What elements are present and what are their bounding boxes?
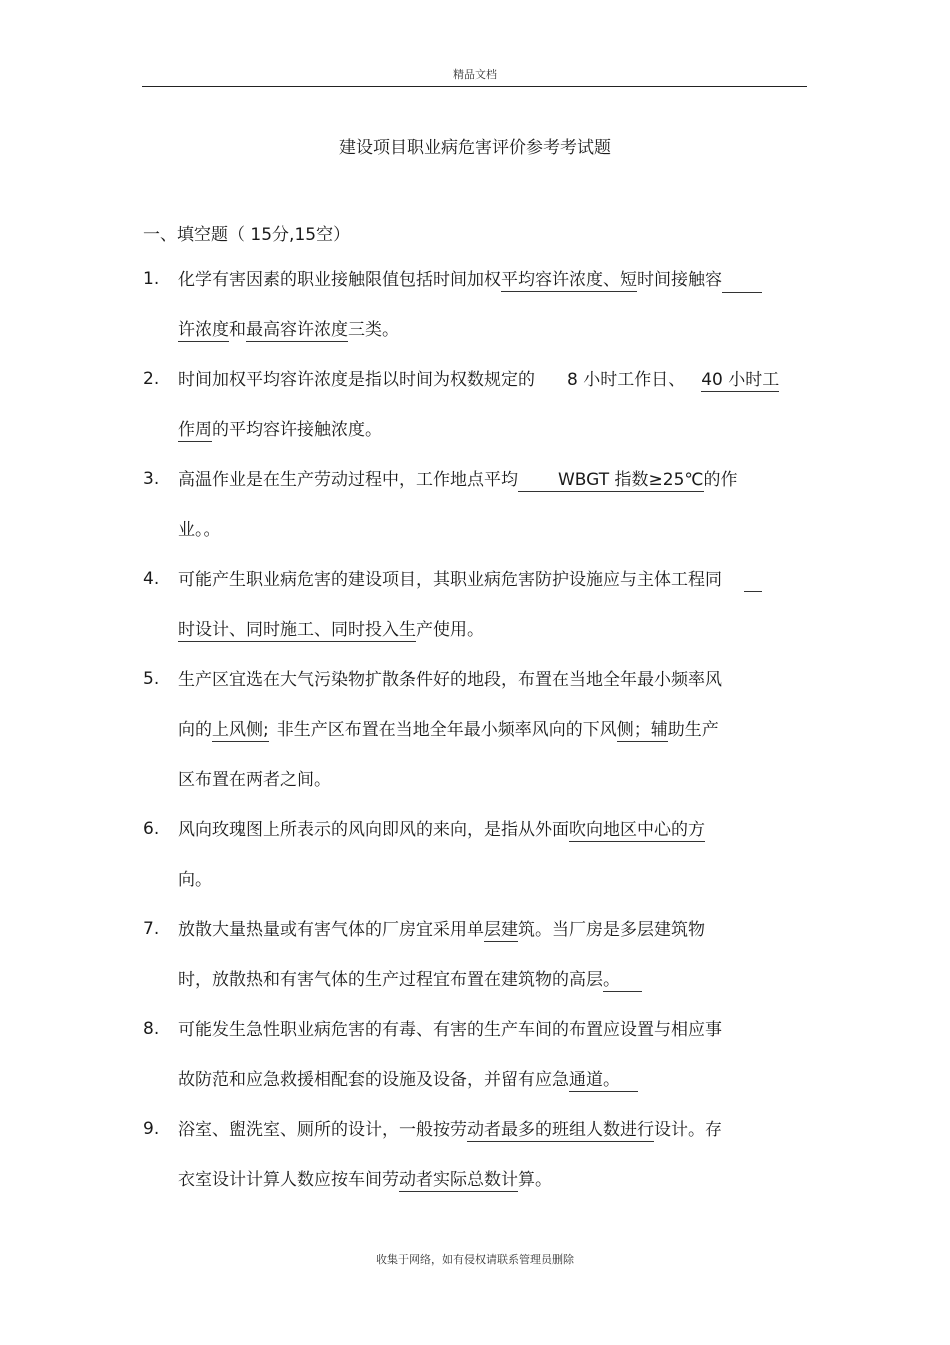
answer-blank: 吹向地区中心的方: [569, 820, 705, 840]
question-number: 3.: [143, 469, 160, 489]
answer-blank: 侧；辅: [616, 720, 668, 740]
question-3-line-1: 高温作业是在生产劳动过程中，工作地点平均 WBGT 指数≥25℃的作: [178, 470, 738, 490]
question-7-line-2: 时，放散热和有害气体的生产过程宜布置在建筑物的高层。: [178, 968, 642, 992]
question-number: 8.: [143, 1019, 160, 1039]
answer-blank: 最高容许浓度: [246, 320, 348, 340]
question-2-line-2: 作周的平均容许接触浓度。: [178, 420, 382, 440]
answer-blank: 上风侧;: [212, 720, 269, 740]
question-6-line-1: 风向玫瑰图上所表示的风向即风的来向，是指从外面吹向地区中心的方: [178, 820, 705, 840]
question-5-line-1: 生产区宜选在大气污染物扩散条件好的地段，布置在当地全年最小频率风: [178, 670, 722, 690]
question-9-line-1: 浴室、盥洗室、厕所的设计，一般按劳动者最多的班组人数进行设计。存: [178, 1120, 722, 1140]
question-5-line-2: 向的上风侧; 非生产区布置在当地全年最小频率风向的下风侧；辅助生产: [178, 720, 719, 740]
question-5-line-3: 区布置在两者之间。: [178, 770, 331, 790]
question-number: 2.: [143, 369, 160, 389]
answer-blank: 许浓度: [178, 320, 229, 340]
question-1-line-2: 许浓度和最高容许浓度三类。: [178, 320, 399, 340]
answer-blank: [722, 274, 762, 293]
answer-blank: 动者最多的班组人数进行: [467, 1120, 654, 1140]
question-4-line-2: 时设计、同时施工、同时投入生产使用。: [178, 620, 484, 640]
page-footer: 收集于网络，如有侵权请联系管理员删除: [376, 1253, 574, 1266]
question-number: 6.: [143, 819, 160, 839]
question-3-line-2: 业。。: [178, 520, 221, 540]
answer-blank: 40 小时工: [701, 370, 780, 390]
question-9-line-2: 衣室设计计算人数应按车间劳动者实际总数计算。: [178, 1170, 552, 1190]
question-number: 5.: [143, 669, 160, 689]
answer-blank: 通道。: [569, 1070, 638, 1092]
header-divider: [142, 86, 807, 87]
answer-blank: 作周: [178, 420, 212, 440]
answer-blank: 平均容许浓度、短: [501, 270, 637, 290]
page-header: 精品文档: [453, 68, 497, 81]
question-4-line-1: 可能产生职业病危害的建设项目，其职业病危害防护设施应与主体工程同: [178, 568, 762, 592]
section-heading: 一、填空题（ 15分,15空）: [143, 225, 351, 245]
answer-blank: [744, 573, 762, 592]
question-7-line-1: 放散大量热量或有害气体的厂房宜采用单层建筑。当厂房是多层建筑物: [178, 920, 705, 940]
answer-blank: 动者实际总数计: [399, 1170, 518, 1190]
question-6-line-2: 向。: [178, 870, 212, 890]
question-1-line-1: 化学有害因素的职业接触限值包括时间加权平均容许浓度、短时间接触容: [178, 268, 762, 292]
document-title: 建设项目职业病危害评价参考考试题: [339, 138, 611, 158]
question-8-line-2: 故防范和应急救援相配套的设施及设备，并留有应急通道。: [178, 1068, 638, 1092]
answer-blank: 时设计、同时施工、同时投入生: [178, 620, 416, 640]
answer-blank: 。: [603, 970, 642, 992]
question-number: 1.: [143, 269, 160, 289]
question-number: 7.: [143, 919, 160, 939]
question-number: 4.: [143, 569, 160, 589]
answer-blank: 层建: [484, 920, 518, 940]
answer-blank: WBGT 指数≥25℃: [518, 470, 704, 492]
question-2-line-1: 时间加权平均容许浓度是指以时间为权数规定的 8 小时工作日、 40 小时工: [178, 370, 780, 390]
question-8-line-1: 可能发生急性职业病危害的有毒、有害的生产车间的布置应设置与相应事: [178, 1020, 722, 1040]
question-number: 9.: [143, 1119, 160, 1139]
